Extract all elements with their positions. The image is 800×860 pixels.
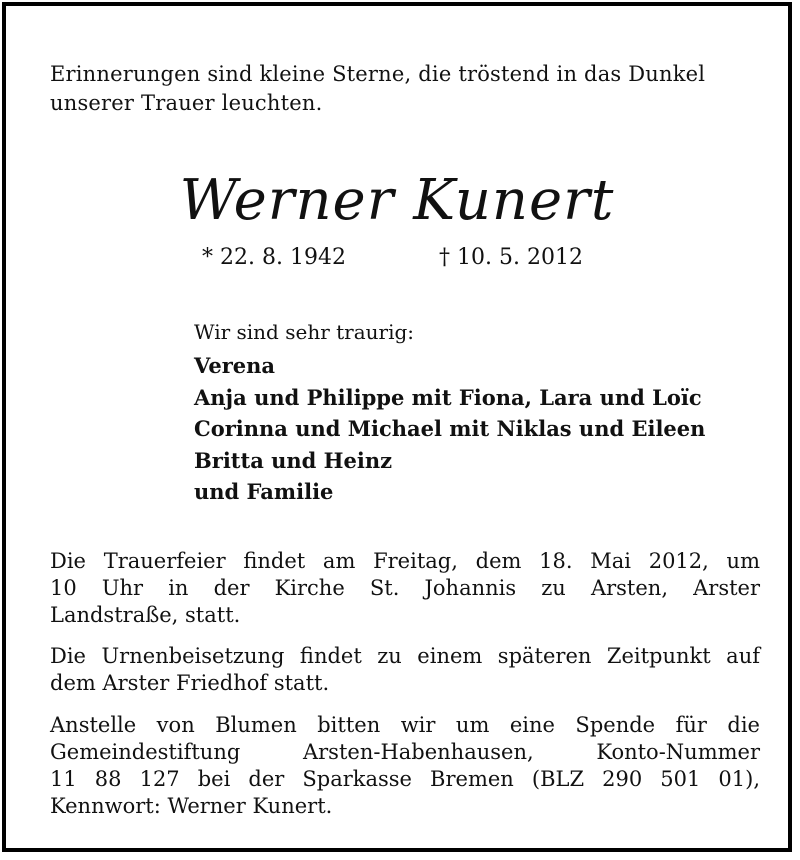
mourner-line: Britta und Heinz bbox=[194, 447, 393, 473]
urn-burial-paragraph bbox=[50, 643, 760, 697]
mourner-line: Corinna und Michael mit Niklas und Eileen bbox=[194, 416, 706, 441]
birth-date: * 22. 8. 1942 bbox=[202, 245, 346, 270]
deceased-name: Werner Kunert bbox=[179, 168, 615, 233]
paragraph-line: 11 88 127 bei der Sparkasse Bremen (BLZ 290 501 01), bbox=[50, 767, 760, 791]
paragraph-line: Die Urnenbeisetzung findet zu einem späteren Zeitpunkt auf bbox=[50, 644, 760, 668]
paragraph-line: Kennwort: Werner Kunert. bbox=[50, 794, 333, 818]
mourner-line: Anja und Philippe mit Fiona, Lara und Loïc bbox=[194, 384, 702, 410]
donation-paragraph bbox=[50, 712, 760, 820]
paragraph-line: dem Arster Friedhof statt. bbox=[50, 671, 330, 695]
paragraph-line: Landstraße, statt. bbox=[50, 603, 241, 627]
paragraph-line: Gemeindestiftung Arsten-Habenhausen, Konto-Nummer bbox=[50, 740, 760, 764]
intro-quote bbox=[50, 60, 760, 118]
paragraph-line: 10 Uhr in der Kirche St. Johannis zu Arsten, Arster bbox=[50, 576, 760, 600]
intro-line: Erinnerungen sind kleine Sterne, die tröstend in das Dunkel bbox=[50, 62, 706, 86]
obituary-notice bbox=[2, 2, 792, 852]
death-date: † 10. 5. 2012 bbox=[439, 245, 583, 270]
paragraph-line: Die Trauerfeier findet am Freitag, dem 18. Mai 2012, um bbox=[50, 549, 760, 573]
intro-line: unserer Trauer leuchten. bbox=[50, 91, 323, 115]
mourners-list bbox=[194, 350, 705, 508]
mourner-line: Verena bbox=[194, 353, 276, 378]
mourner-line: und Familie bbox=[194, 479, 334, 504]
paragraph-line: Anstelle von Blumen bitten wir um eine Spende für die bbox=[50, 713, 760, 737]
mourners-heading: Wir sind sehr traurig: bbox=[194, 320, 415, 344]
funeral-service-paragraph bbox=[50, 548, 760, 629]
